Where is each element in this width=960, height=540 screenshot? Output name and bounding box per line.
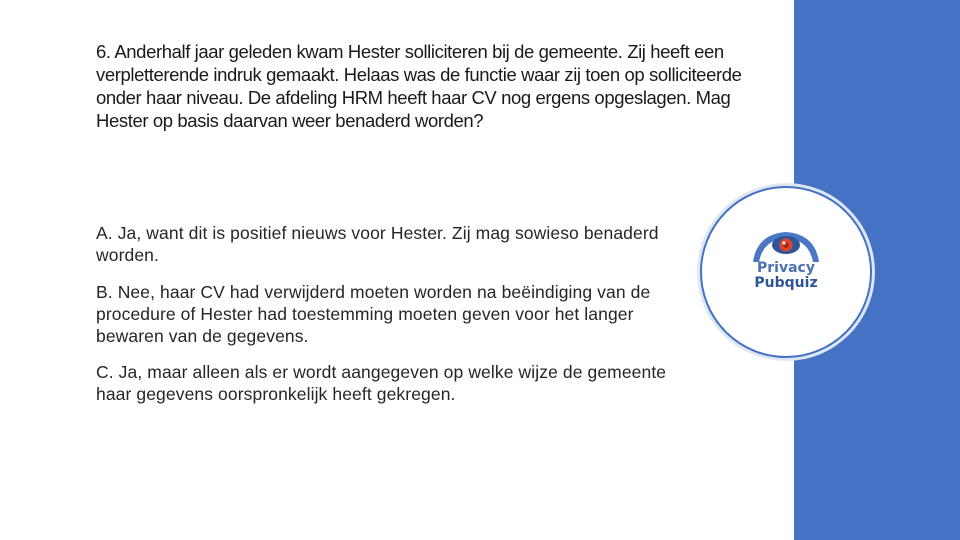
logo-line-privacy: Privacy — [757, 260, 815, 276]
logo-wordmark — [745, 261, 827, 291]
eye-mountain-icon — [745, 228, 827, 264]
option-a: A. Ja, want dit is positief nieuws voor Hester. Zij mag sowieso benaderd worden. — [96, 223, 659, 265]
option-c: C. Ja, maar alleen als er wordt aangegeven op welke wijze de gemeente haar gegevens oorspronkelijk heeft gekregen. — [96, 362, 667, 404]
option-b: B. Nee, haar CV had verwijderd moeten worden na beëindiging van de procedure of Hester had toestemming moeten geven voor het langer bewaren van de gegevens. — [96, 282, 651, 346]
answer-options — [96, 222, 696, 420]
logo-line-pubquiz: Pubquiz — [754, 275, 818, 291]
question-text: 6. Anderhalf jaar geleden kwam Hester solliciteren bij de gemeente. Zij heeft een verpletterende indruk gemaakt. Helaas was de functie waar zij toen op solliciteerde onder haar niveau. De afdeling HRM heeft haar CV nog ergens opgeslagen. Mag Hester op basis daarvan weer benaderd worden? — [96, 41, 742, 131]
privacy-pubquiz-logo — [745, 228, 827, 300]
